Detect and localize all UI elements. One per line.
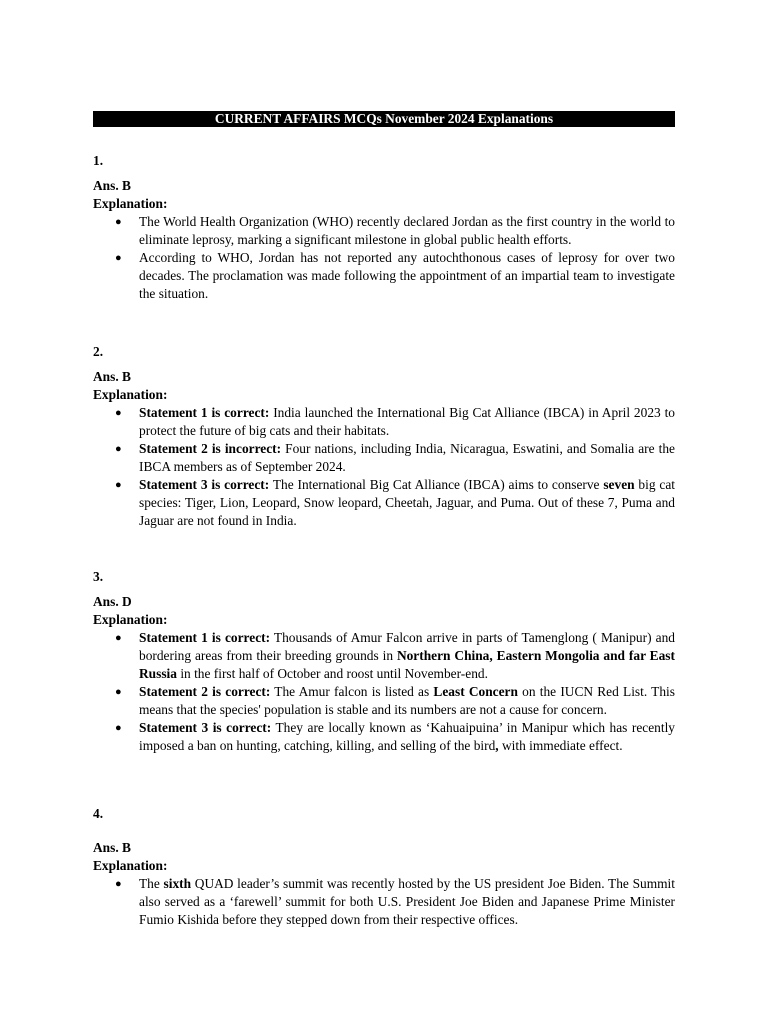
bullet-icon: ● xyxy=(115,252,122,264)
question-3 xyxy=(93,568,675,755)
explanation-list xyxy=(93,404,675,530)
explanation-point xyxy=(93,629,675,683)
answer-label: Ans. B xyxy=(93,178,131,193)
question-number: 2. xyxy=(93,344,104,359)
answer-label: Ans. D xyxy=(93,594,132,609)
bullet-icon: ● xyxy=(115,722,122,734)
bullet-icon: ● xyxy=(115,216,122,228)
document-title: CURRENT AFFAIRS MCQs November 2024 Explanations xyxy=(93,111,675,127)
bold-text: Statement 3 is correct: xyxy=(139,477,270,492)
bold-text: sixth xyxy=(163,876,192,891)
text-segment: India launched the International Big Cat Alliance (IBCA) in April 2023 to protect the future of big cats and their habitats. xyxy=(139,405,675,438)
explanation-label: Explanation: xyxy=(93,858,168,873)
bullet-icon: ● xyxy=(115,686,122,698)
explanation-point xyxy=(93,476,675,530)
text-segment: They are locally known as ‘Kahuaipuina’ in Manipur which has recently imposed a ban on hunting, catching, killing, and selling of the bird xyxy=(139,720,675,753)
question-2 xyxy=(93,343,675,530)
explanation-label: Explanation: xyxy=(93,612,168,627)
question-number: 4. xyxy=(93,806,104,821)
explanation-point xyxy=(93,249,675,303)
question-number: 3. xyxy=(93,569,104,584)
bold-text: Statement 1 is correct: xyxy=(139,405,270,420)
answer-label: Ans. B xyxy=(93,369,131,384)
text-segment: Thousands of Amur Falcon arrive in parts of Tamenglong ( Manipur) and bordering areas from their breeding grounds in xyxy=(139,630,675,663)
bold-text: Northern China, Eastern Mongolia and far East Russia xyxy=(139,648,675,681)
bold-text: Least Concern xyxy=(433,684,518,699)
text-segment: The Amur falcon is listed as xyxy=(270,684,434,699)
explanation-point xyxy=(93,683,675,719)
text-segment: According to WHO, Jordan has not reported any autochthonous cases of leprosy for over two decades. The proclamation was made following the appointment of an impartial team to investigate the situation. xyxy=(139,250,675,301)
bold-text: , xyxy=(495,738,499,753)
text-segment: with immediate effect. xyxy=(498,738,623,753)
explanation-label: Explanation: xyxy=(93,387,168,402)
text-segment: on the IUCN Red List. This means that the species' population is stable and its numbers are not a cause for concern. xyxy=(139,684,675,717)
answer-label: Ans. B xyxy=(93,840,131,855)
text-segment: The International Big Cat Alliance (IBCA) aims to conserve xyxy=(269,477,604,492)
text-segment: The World Health Organization (WHO) recently declared Jordan as the first country in the world to eliminate leprosy, marking a significant milestone in global public health efforts. xyxy=(139,214,675,247)
bold-text: seven xyxy=(603,477,635,492)
bullet-icon: ● xyxy=(115,479,122,491)
explanation-point xyxy=(93,404,675,440)
bullet-icon: ● xyxy=(115,407,122,419)
bold-text: Statement 1 is correct: xyxy=(139,630,271,645)
bullet-icon: ● xyxy=(115,878,122,890)
question-4 xyxy=(93,805,675,929)
question-1 xyxy=(93,152,675,303)
bold-text: Statement 3 is correct: xyxy=(139,720,272,735)
bold-text: Statement 2 is correct: xyxy=(139,684,271,699)
text-segment: Four nations, including India, Nicaragua, Eswatini, and Somalia are the IBCA members as of September 2024. xyxy=(139,441,675,474)
question-number: 1. xyxy=(93,153,104,168)
explanation-point xyxy=(93,440,675,476)
explanation-list xyxy=(93,629,675,755)
bullet-icon: ● xyxy=(115,632,122,644)
text-segment: The xyxy=(139,876,164,891)
text-segment: in the first half of October and roost until November-end. xyxy=(176,666,488,681)
bold-text: Statement 2 is incorrect: xyxy=(139,441,282,456)
explanation-label: Explanation: xyxy=(93,196,168,211)
explanation-point xyxy=(93,875,675,929)
text-segment: QUAD leader’s summit was recently hosted by the US president Joe Biden. The Summit also served as a ‘farewell’ summit for both U.S. President Joe Biden and Japanese Prime Minister Fumio Kishida before they stepped down from their respective offices. xyxy=(139,876,675,927)
explanation-list xyxy=(93,875,675,929)
bullet-icon: ● xyxy=(115,443,122,455)
explanation-point xyxy=(93,719,675,755)
explanation-list xyxy=(93,213,675,303)
text-segment: big cat species: Tiger, Lion, Leopard, Snow leopard, Cheetah, Jaguar, and Puma. Out of these 7, Puma and Jaguar are not found in India. xyxy=(139,477,675,528)
explanation-point xyxy=(93,213,675,249)
